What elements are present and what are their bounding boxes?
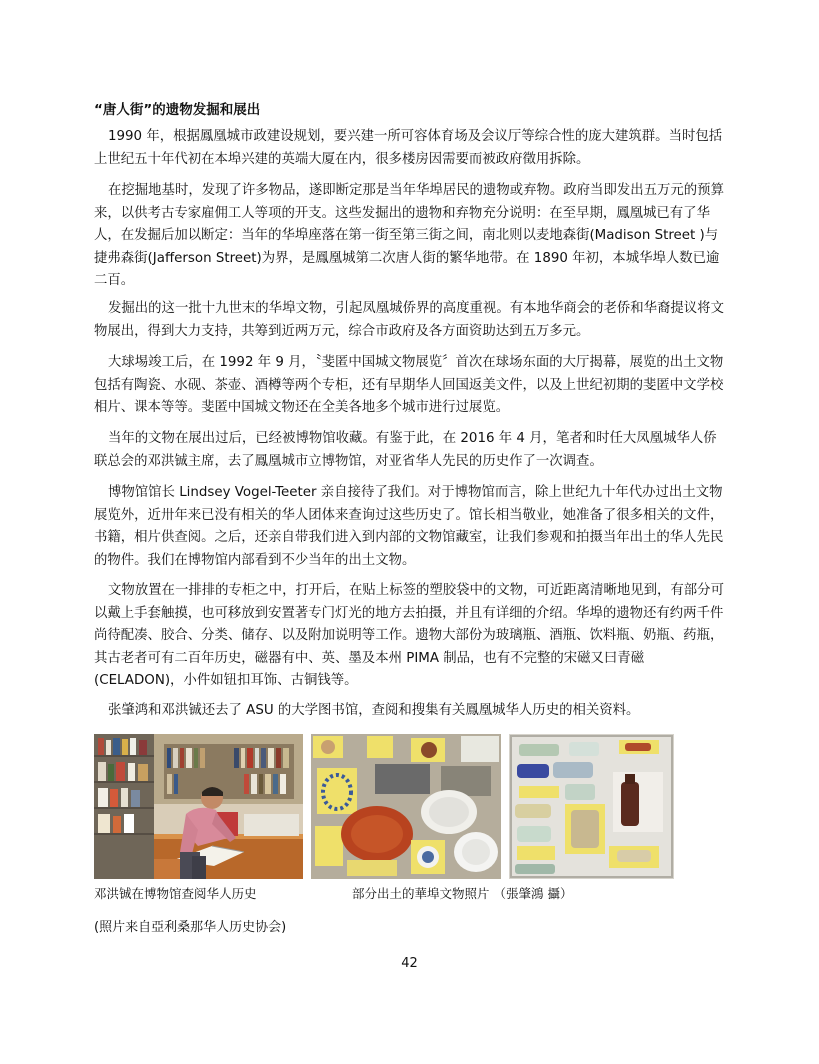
section-heading: “唐人街”的遗物发掘和展出 — [94, 102, 261, 118]
paragraph-1: 1990 年，根据鳳凰城市政建设规划，要兴建一所可容体育场及会议厅等综合性的庞大建筑群。当时包括上世纪五十年代初在本埠兴建的英端大厦在内，很多楼房因需要而被政府徵用拆除。 — [94, 129, 723, 167]
paragraph-7: 文物放置在一排排的专柜之中，打开后，在贴上标签的塑胶袋中的文物，可近距离清晰地见到，有部分可以戴上手套触摸，也可移放到安置著专门灯光的地方去拍摄，并且有详细的介绍。华埠的遗物还有约两千件尚待配凑、胶合、分类、储存、以及附加说明等工作。遗物大部份为玻璃瓶、酒瓶、饮料瓶、奶瓶、药瓶，其古老者可有二百年历史，磁器有中、英、墨及本州 PIMA 制品，也有不完整的宋磁又曰青磁 (CELADON)，小件如钮扣耳饰、古铜钱等。 — [94, 583, 724, 688]
paragraph-3: 发掘出的这一批十九世末的华埠文物，引起凤凰城侨界的高度重视。有本地华商会的老侨和华裔提议将文物展出，得到大力支持，共筹到近两万元，综合市政府及各方面资助达到五万多元。 — [94, 301, 724, 339]
paragraph-4: 大球埸竣工后，在 1992 年 9 月，〝斐匿中国城文物展览〞首次在球场东面的大厅揭幕，展览的出土文物包括有陶瓷、水砚、茶壶、酒樽等两个专柜，还有早期华人回国返美文件，以及上世纪初期的斐匿中文学校相片、课本等等。斐匿中国城文物还在全美各地多个城市进行过展览。 — [94, 355, 724, 415]
paragraph-2: 在挖掘地基时，发现了许多物品，遂即断定那是当年华埠居民的遗物或弃物。政府当即发出五万元的预算来，以供考古专家雇佣工人等项的开支。这些发掘出的遗物和弃物充分说明：在至早期，鳳凰城已有了华人，在发掘后加以断定：当年的华埠座落在第一街至第三街之间，南北则以麦地森街(Madison Street )与捷弗森街(Jafferson Street)为界，是鳳凰城第二次唐人街的繁华地带。在 1890 年初，本城华埠人数已逾二百。 — [94, 183, 724, 288]
library-photo — [94, 734, 303, 879]
artifacts-photo-1 — [311, 734, 501, 879]
paragraph-5: 当年的文物在展出过后，已经被博物馆收藏。有鉴于此，在 2016 年 4 月，笔者和时任大凤凰城华人侨联总会的邓洪铖主席，去了鳳凰城市立博物馆，对亚省华人先民的历史作了一次调查。 — [94, 431, 717, 469]
photo-caption-library: 邓洪铖在博物馆查阅华人历史 — [94, 886, 257, 901]
photo-caption-artifacts: 部分出土的華埠文物照片 （張肇鴻 攝） — [352, 886, 573, 901]
paragraph-8: 张肇鸿和邓洪铖还去了 ASU 的大学图书馆，查阅和搜集有关鳳凰城华人历史的相关资料。 — [108, 703, 640, 718]
photo-credit: (照片来自亞利桑那华人历史协会) — [94, 920, 287, 935]
paragraph-6: 博物馆馆长 Lindsey Vogel-Teeter 亲自接待了我们。对于博物馆而言，除上世纪九十年代办过出土文物展览外，近卅年来已没有相关的华人团体来查询过这些历史了。馆长相当敬业，她准备了很多相关的文件，书籍，相片供查阅。之后，还亲自带我们进入到内部的文物馆藏室，让我们参观和拍摄当年出土的华人先民的物件。我们在博物馆内部看到不少当年的出土文物。 — [94, 485, 724, 568]
page-number: 42 — [401, 956, 418, 971]
artifacts-photo-2 — [509, 734, 674, 879]
